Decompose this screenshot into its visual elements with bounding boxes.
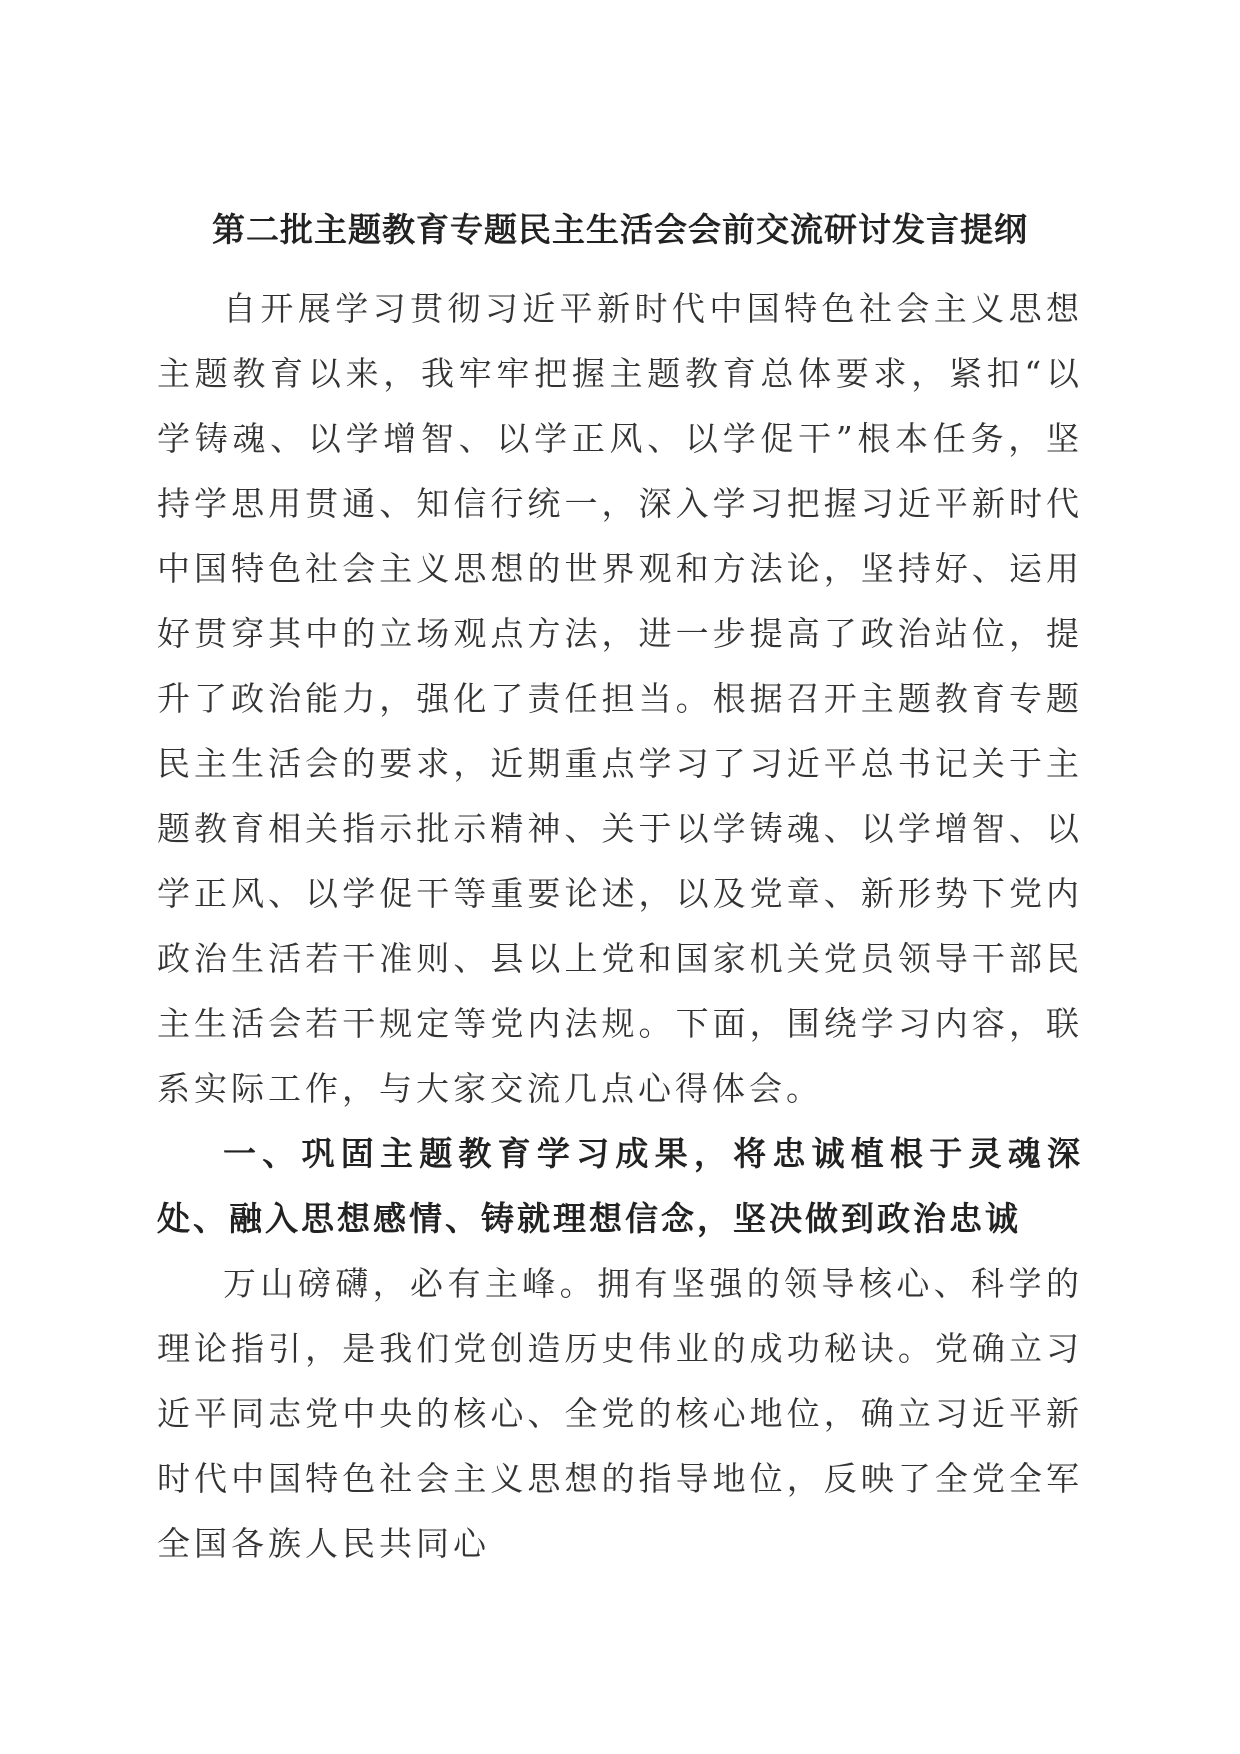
section-paragraph: 万山磅礴，必有主峰。拥有坚强的领导核心、科学的理论指引，是我们党创造历史伟业的成功秘诀。党确立习近平同志党中央的核心、全党的核心地位，确立习近平新时代中国特色社会主义思想的指导地位，反映了全党全军全国各族人民共同心	[157, 1264, 1083, 1563]
section-heading: 一、巩固主题教育学习成果，将忠诚植根于灵魂深处、融入思想感情、铸就理想信念，坚决做到政治忠诚	[157, 1134, 1083, 1238]
document-body	[157, 208, 1083, 1576]
intro-paragraph: 自开展学习贯彻习近平新时代中国特色社会主义思想主题教育以来，我牢牢把握主题教育总体要求，紧扣“以学铸魂、以学增智、以学正风、以学促干”根本任务，坚持学思用贯通、知信行统一，深入学习把握习近平新时代中国特色社会主义思想的世界观和方法论，坚持好、运用好贯穿其中的立场观点方法，进一步提高了政治站位，提升了政治能力，强化了责任担当。根据召开主题教育专题民主生活会的要求，近期重点学习了习近平总书记关于主题教育相关指示批示精神、关于以学铸魂、以学增智、以学正风、以学促干等重要论述，以及党章、新形势下党内政治生活若干准则、县以上党和国家机关党员领导干部民主生活会若干规定等党内法规。下面，围绕学习内容，联系实际工作，与大家交流几点心得体会。	[157, 289, 1083, 1108]
document-title: 第二批主题教育专题民主生活会会前交流研讨发言提纲	[212, 210, 1028, 249]
